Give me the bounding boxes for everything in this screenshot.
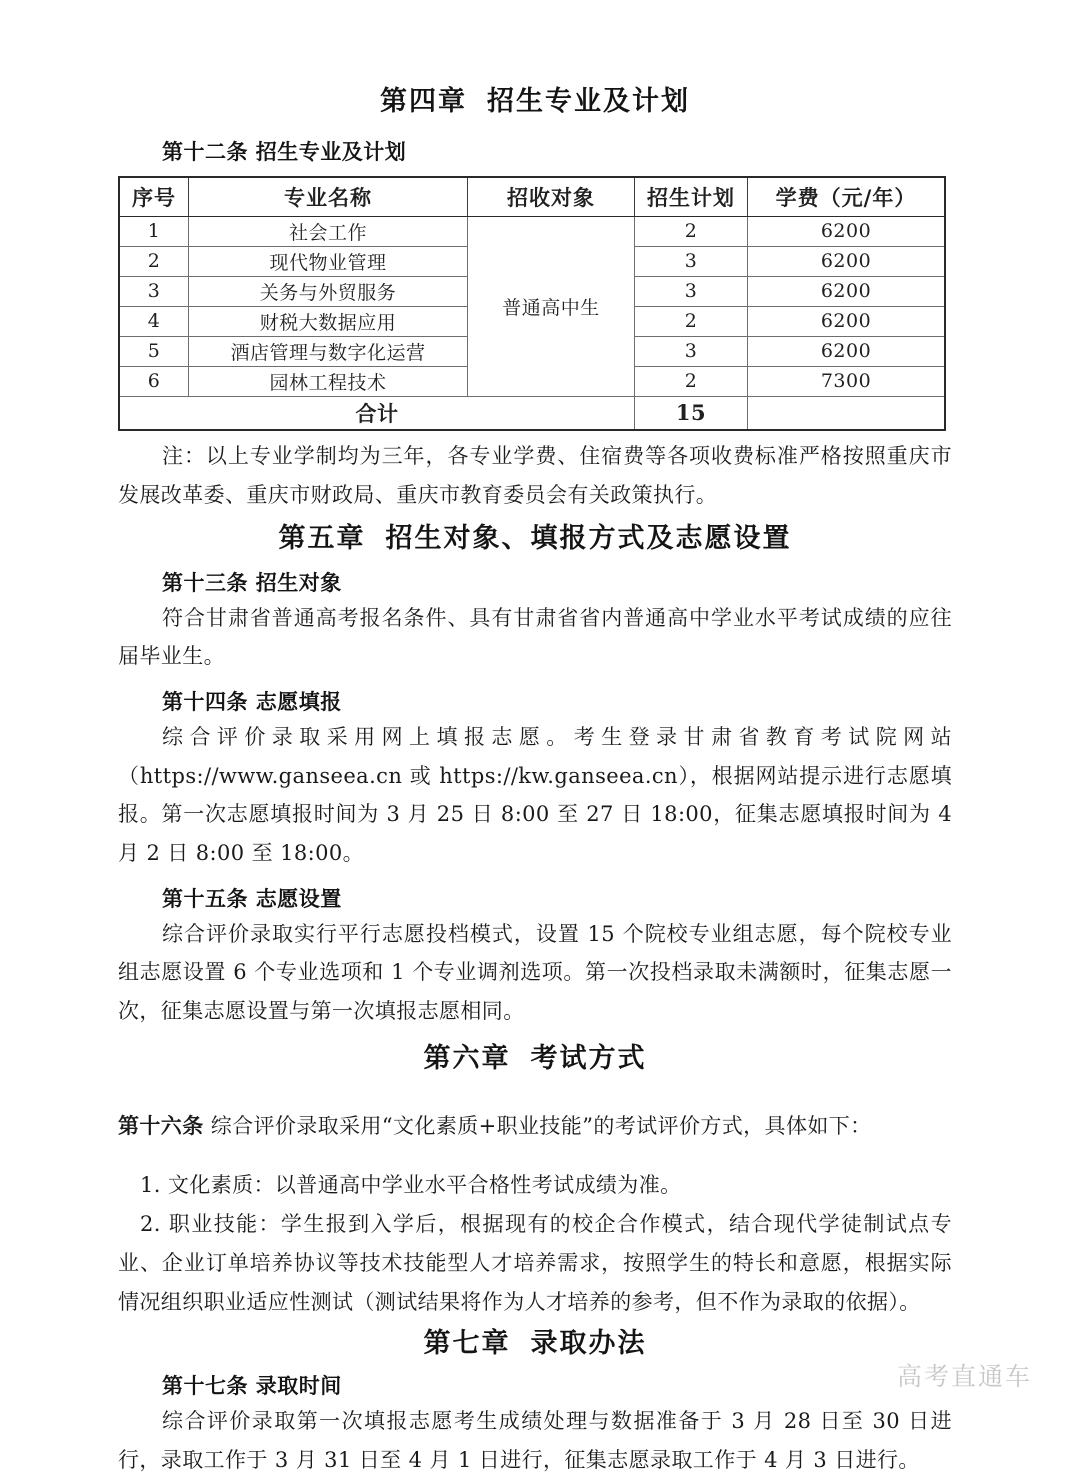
cell-no: 6: [119, 366, 189, 396]
cell-plan: 2: [635, 216, 748, 246]
article-16-item-1: 1. 文化素质：以普通高中学业水平合格性考试成绩为准。: [140, 1173, 682, 1198]
spacer-before-ch6: [118, 1031, 952, 1041]
chapter-5-name: 招生对象、填报方式及志愿设置: [385, 522, 792, 554]
article-15-body: 综合评价录取实行平行志愿投档模式，设置 15 个院校专业组志愿，每个院校专业组志愿设置 6 个专业选项和 1 个专业调剂选项。第一次投档录取未满额时，征集志愿一次，征集志愿设置与第一次填报志愿相同。: [118, 921, 952, 1024]
cell-major: 财税大数据应用: [189, 306, 468, 336]
article-16-body: 综合评价录取采用“文化素质+职业技能”的考试评价方式，具体如下：: [210, 1113, 872, 1138]
cell-fee: 6200: [748, 216, 946, 246]
spacer-after-ch5: [118, 557, 952, 567]
cell-plan: 2: [635, 306, 748, 336]
article-17-body: 综合评价录取第一次填报志愿考生成绩处理与数据准备于 3 月 28 日至 30 日进行，录取工作于 3 月 31 日至 4 月 1 日进行，征集志愿录取工作于 4 月 3 日进行。: [118, 1408, 952, 1472]
cell-fee: 6200: [748, 306, 946, 336]
spacer-after-ch4: [118, 120, 952, 136]
article-14-heading: 第十四条 志愿填报: [162, 689, 342, 715]
header-cell-fee: 学费（元/年）: [748, 177, 946, 217]
spacer-after-ch6: [118, 1078, 952, 1086]
watermark-label: 高考直通车: [896, 1362, 1032, 1391]
cell-no: 4: [119, 306, 189, 336]
admission-plan-table: [118, 176, 946, 431]
chapter-6-name: 考试方式: [530, 1043, 647, 1075]
top-spacer-3: [118, 40, 952, 60]
cell-fee: 6200: [748, 246, 946, 276]
chapter-5-title: [118, 521, 952, 557]
article-13-body: 符合甘肃省普通高考报名条件、具有甘肃省省内普通高中学业水平考试成绩的应往届毕业生。: [118, 605, 952, 669]
chapter-5-number: 第五章: [278, 522, 366, 554]
cell-total-plan: 15: [635, 396, 748, 430]
cell-major: 现代物业管理: [189, 246, 468, 276]
article-12-heading: 第十二条 招生专业及计划: [162, 139, 407, 165]
table-header-row: [119, 177, 945, 217]
chapter-4-number: 第四章: [380, 86, 467, 117]
cell-no: 3: [119, 276, 189, 306]
table-body: [119, 216, 945, 430]
chapter-7-title: [118, 1326, 952, 1362]
cell-plan: 3: [635, 336, 748, 366]
chapter-6-title: [118, 1041, 952, 1077]
cell-plan: 3: [635, 276, 748, 306]
top-spacer: [118, 0, 952, 20]
header-cell-no: 序号: [119, 177, 189, 217]
cell-plan: 2: [635, 366, 748, 396]
cell-major: 社会工作: [189, 216, 468, 246]
cell-plan: 3: [635, 246, 748, 276]
article-16-paragraph: [118, 1107, 952, 1146]
header-cell-target: 招收对象: [468, 177, 635, 217]
cell-fee: 6200: [748, 276, 946, 306]
chapter-6-number: 第六章: [423, 1043, 511, 1075]
spacer-before-a14: [118, 676, 952, 686]
chapter-4-title: [118, 84, 952, 120]
chapter-4-name: 招生专业及计划: [487, 86, 690, 117]
article-16-lead: 第十六条: [118, 1112, 204, 1138]
article-17-heading: 第十七条 录取时间: [162, 1373, 342, 1399]
cell-total-label: 合计: [119, 396, 635, 430]
cell-fee: 6200: [748, 336, 946, 366]
cell-major: 酒店管理与数字化运营: [189, 336, 468, 366]
header-cell-major: 专业名称: [189, 177, 468, 217]
spacer-before-table: [118, 168, 952, 176]
chapter-7-number: 第七章: [423, 1327, 511, 1359]
table-note: 注：以上专业学制均为三年，各专业学费、住宿费等各项收费标准严格按照重庆市发展改革委、重庆市财政局、重庆市教育委员会有关政策执行。: [118, 443, 952, 507]
cell-no: 1: [119, 216, 189, 246]
table-head: [119, 177, 945, 217]
cell-admission-target: 普通高中生: [468, 216, 635, 396]
cell-major: 园林工程技术: [189, 366, 468, 396]
article-16-item-2: 2. 职业技能：学生报到入学后，根据现有的校企合作模式，结合现代学徒制试点专业、企业订单培养协议等技术技能型人才培养需求，按照学生的特长和意愿，根据实际情况组织职业适应性测试（测试结果将作为人才培养的参考，但不作为录取的依据）。: [118, 1212, 952, 1314]
table-total-row: [119, 396, 945, 430]
chapter-7-name: 录取办法: [530, 1327, 647, 1359]
cell-total-fee: [748, 396, 946, 430]
top-spacer-5: [118, 76, 952, 84]
article-13-heading: 第十三条 招生对象: [162, 570, 342, 596]
spacer-before-a15: [118, 873, 952, 883]
article-15-heading: 第十五条 志愿设置: [162, 886, 342, 912]
article-14-body: 综合评价录取采用网上填报志愿。考生登录甘肃省教育考试院网站（https://www.ganseea.cn 或 https://kw.ganseea.cn），根据网站提示进行志愿填报。第一次志愿填报时间为 3 月 25 日 8:00 至 27 日 18:00，征集志愿填报时间为 4 月 2 日 8:00 至 18:00。: [118, 724, 952, 866]
document-content: [118, 0, 952, 1479]
cell-no: 5: [119, 336, 189, 366]
top-spacer-2: [118, 20, 952, 40]
top-spacer-4: [118, 60, 952, 76]
header-cell-plan: 招生计划: [635, 177, 748, 217]
cell-fee: 7300: [748, 366, 946, 396]
table-row: [119, 216, 945, 246]
cell-no: 2: [119, 246, 189, 276]
cell-major: 关务与外贸服务: [189, 276, 468, 306]
spacer-after-ch7: [118, 1362, 952, 1370]
